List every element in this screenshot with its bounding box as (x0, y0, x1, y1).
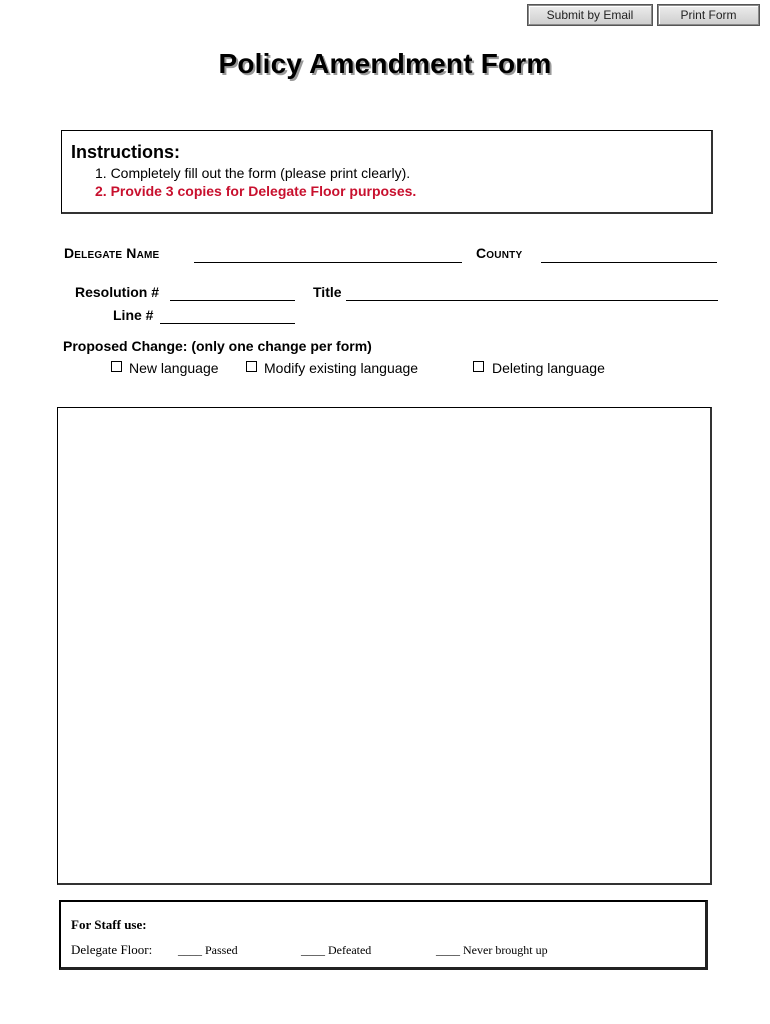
page-title: Policy Amendment Form (218, 48, 552, 79)
staff-option-defeated: ____ Defeated (301, 943, 372, 957)
staff-option-never-brought-up: ____ Never brought up (436, 943, 548, 957)
staff-use-box (59, 900, 708, 970)
deleting-language-label: Deleting language (492, 360, 605, 376)
county-label: County (476, 245, 523, 261)
county-field[interactable] (541, 248, 717, 263)
delegate-name-label: Delegate Name (64, 245, 160, 261)
modify-language-label: Modify existing language (264, 360, 419, 376)
amendment-text-area[interactable] (57, 407, 712, 885)
title-field[interactable] (346, 286, 718, 301)
deleting-language-checkbox[interactable] (473, 361, 484, 372)
new-language-checkbox[interactable] (111, 361, 122, 372)
title-label: Title (313, 284, 342, 300)
print-form-button[interactable]: Print Form (658, 5, 759, 25)
resolution-label: Resolution # (75, 284, 160, 300)
instruction-step-2: 2. Provide 3 copies for Delegate Floor purposes. (95, 183, 417, 199)
line-number-field[interactable] (160, 309, 295, 324)
delegate-floor-label: Delegate Floor: (71, 942, 153, 957)
staff-use-heading: For Staff use: (71, 917, 147, 932)
staff-option-passed: ____ Passed (178, 943, 238, 957)
resolution-field[interactable] (170, 286, 295, 301)
instructions-heading: Instructions: (71, 142, 181, 162)
proposed-change-label: Proposed Change: (only one change per form) (63, 338, 372, 354)
instructions-box (61, 130, 713, 214)
line-number-label: Line # (113, 307, 154, 323)
modify-language-checkbox[interactable] (246, 361, 257, 372)
delegate-name-field[interactable] (194, 248, 462, 263)
instruction-step-1: 1. Completely fill out the form (please print clearly). (95, 165, 411, 181)
submit-by-email-button[interactable]: Submit by Email (528, 5, 652, 25)
new-language-label: New language (129, 360, 219, 376)
